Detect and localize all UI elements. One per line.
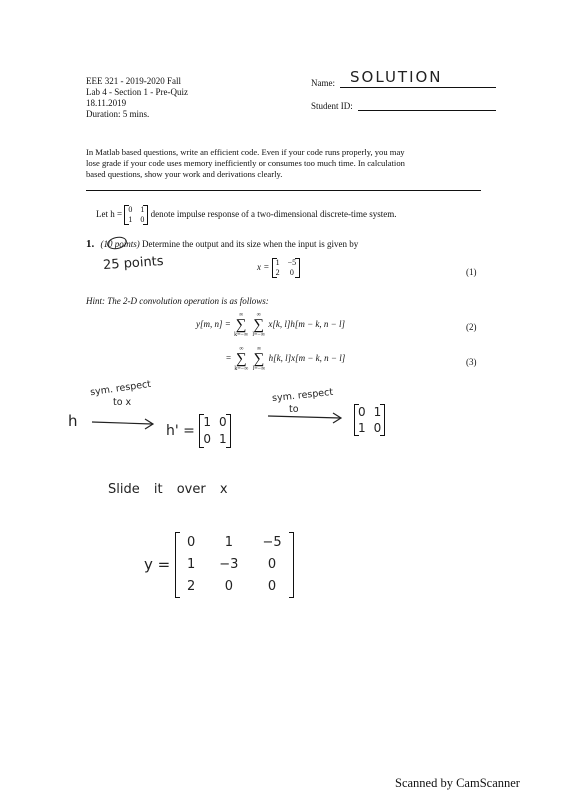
points-crossed: (10 points): [101, 239, 140, 249]
name-label: Name:: [311, 78, 335, 88]
x-matrix: 1 −5 2 0: [272, 258, 301, 278]
note-sym-x: sym. respect: [89, 378, 152, 399]
instruction-line: lose grade if your code uses memory inefficiently or consumes too much time. In calculation: [86, 158, 405, 168]
arrow-line-2: [268, 416, 340, 418]
hint-text: Hint: The 2-D convolution operation is as follows:: [86, 296, 269, 306]
slide-text: Slide it over x: [108, 482, 228, 497]
instruction-line: In Matlab based questions, write an efficient code. Even if your code runs properly, you may: [86, 147, 405, 157]
eq3-term: h[k, l]x[m − k, n − l]: [268, 353, 346, 364]
y-expr: [144, 532, 294, 598]
y-matrix: 0 1 −5 1 −3 0 2 0 0: [175, 532, 294, 598]
eq3-lhs: =: [226, 353, 232, 364]
note-to-2: to: [289, 404, 299, 415]
lab-title: Lab 4 - Section 1 - Pre-Quiz: [86, 87, 188, 97]
note-sym-2: sym. respect: [271, 386, 334, 405]
h-handwritten: h: [68, 412, 78, 430]
h-matrix: 0 1 1 0: [124, 205, 148, 225]
quiz-duration: Duration: 5 mins.: [86, 109, 150, 119]
given-suffix: denote impulse response of a two-dimensional discrete-time system.: [150, 209, 397, 220]
equation-2: y[m, n] = ∞ ∑ k=−∞ ∞ ∑ l=−∞ x[k, l]h[m − k, n − l]: [196, 312, 345, 338]
y-label: y =: [144, 555, 171, 574]
handwritten-points: 25 points: [102, 253, 165, 274]
equation-3: = ∞ ∑ k=−∞ ∞ ∑ l=−∞ h[k, l]x[m − k, n − l]: [226, 346, 346, 372]
eq2-lhs: y[m, n] =: [196, 319, 231, 330]
hprime-matrix: 1 0 0 1: [199, 414, 230, 448]
flipped-matrix: 0 1 1 0: [354, 404, 385, 436]
question-text: Determine the output and its size when the input is given by: [142, 239, 359, 249]
quiz-date: 18.11.2019: [86, 98, 127, 108]
equation-2-number: (2): [466, 322, 477, 332]
camscanner-watermark: Scanned by CamScanner: [395, 776, 520, 790]
instruction-line: based questions, show your work and derivations clearly.: [86, 169, 283, 179]
hprime-expr: [166, 414, 231, 448]
name-handwritten: SOLUTION: [350, 68, 443, 86]
given-prefix: Let h =: [96, 209, 123, 220]
x-lhs: x =: [257, 262, 270, 273]
flipped-expr: [354, 404, 385, 436]
equation-3-number: (3): [466, 357, 477, 367]
arrow-line-1: [92, 422, 152, 424]
hprime-label: h' =: [166, 423, 195, 439]
question-number: 1.: [86, 238, 95, 250]
note-to-x: to x: [113, 397, 132, 408]
student-id-label: Student ID:: [311, 101, 353, 111]
course-title: EEE 321 - 2019-2020 Fall: [86, 76, 181, 86]
equation-1-number: (1): [466, 267, 477, 277]
eq2-term: x[k, l]h[m − k, n − l]: [268, 319, 345, 330]
